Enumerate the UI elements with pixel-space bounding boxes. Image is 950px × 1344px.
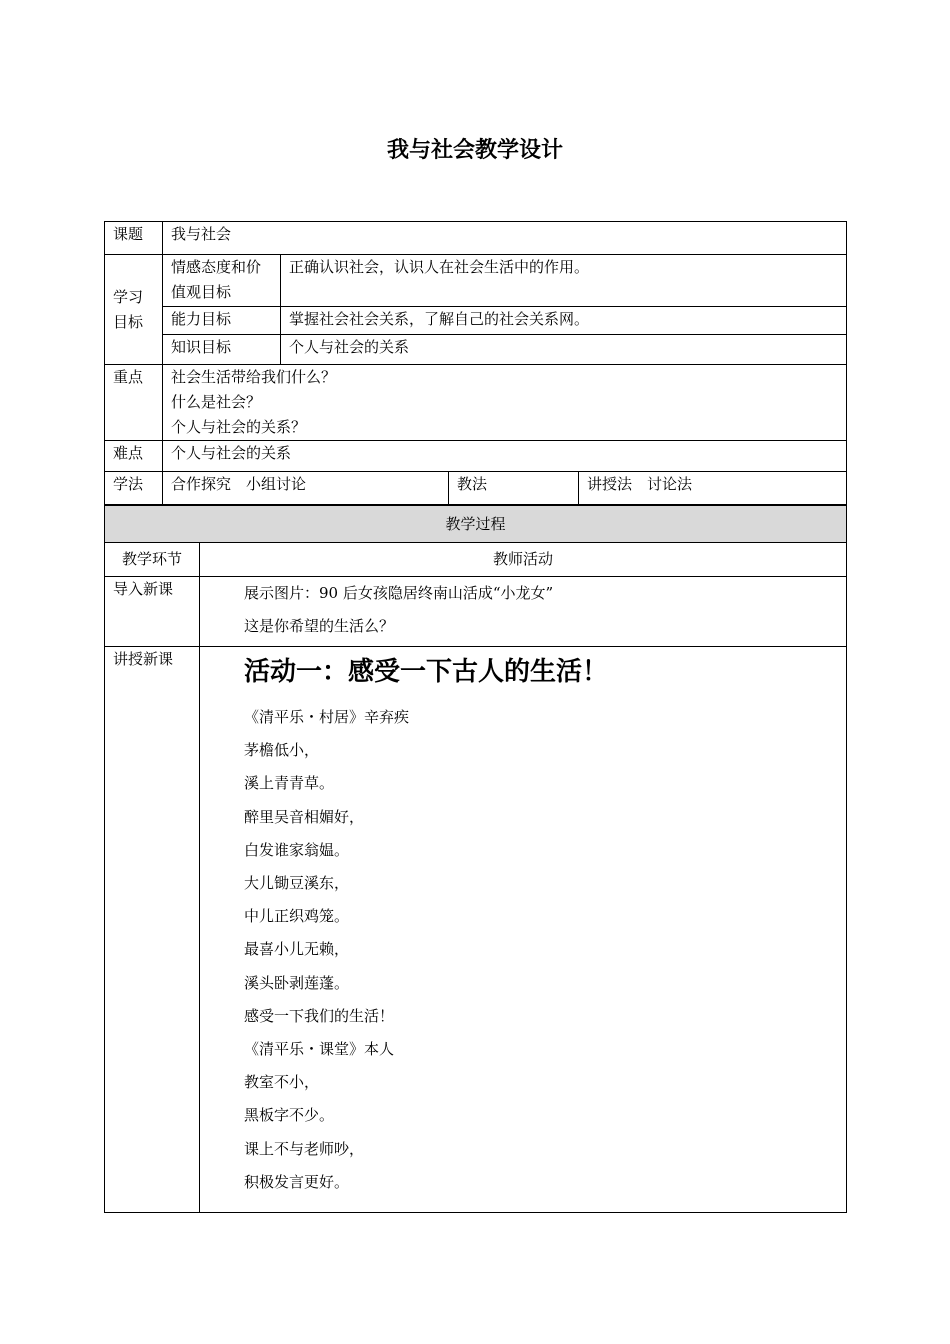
poem-line: 课上不与老师吵， bbox=[244, 1139, 365, 1158]
poem-line: 溪上青青草。 bbox=[244, 774, 335, 793]
difficulty-value: 个人与社会的关系 bbox=[163, 441, 847, 472]
poem-line: 《清平乐・村居》辛弃疾 bbox=[244, 708, 410, 726]
stage-column-header: 教学环节 bbox=[105, 543, 200, 577]
learn-method-value: 合作探究 小组讨论 bbox=[163, 472, 449, 505]
poem-line: 醉里吴音相媚好， bbox=[244, 807, 365, 826]
emotion-goal-value: 正确认识社会，认识人在社会生活中的作用。 bbox=[281, 255, 847, 307]
poem-line: 茅檐低小， bbox=[244, 741, 320, 760]
ability-goal-value: 掌握社会社会关系，了解自己的社会关系网。 bbox=[281, 307, 847, 335]
poem-line: 教室不小， bbox=[244, 1073, 320, 1092]
poem-line: 大儿锄豆溪东， bbox=[244, 874, 350, 893]
poem-line: 溪头卧剥莲蓬。 bbox=[244, 973, 350, 992]
document-title: 我与社会教学设计 bbox=[386, 138, 563, 163]
poem-line: 感受一下我们的生活！ bbox=[244, 1006, 395, 1025]
teach-row bbox=[105, 647, 847, 1213]
ability-goal-label: 能力目标 bbox=[163, 307, 281, 335]
emotion-goal-row bbox=[105, 255, 847, 307]
intro-stage: 导入新课 bbox=[105, 577, 200, 647]
key-point-line: 社会生活带给我们什么？ bbox=[171, 368, 337, 386]
poem-line: 中儿正织鸡笼。 bbox=[244, 907, 350, 926]
intro-activity bbox=[200, 577, 847, 647]
learn-method-label: 学法 bbox=[105, 472, 163, 505]
difficulty-label: 难点 bbox=[105, 441, 163, 472]
goals-label: 学习 目标 bbox=[105, 255, 163, 365]
difficulty-row bbox=[105, 441, 847, 472]
activity-heading: 活动一：感受一下古人的生活！ bbox=[244, 657, 609, 687]
poem-line: 最喜小儿无赖， bbox=[244, 940, 350, 959]
topic-row bbox=[105, 222, 847, 255]
teach-activity bbox=[200, 647, 847, 1213]
topic-label: 课题 bbox=[105, 222, 163, 255]
methods-row bbox=[105, 472, 847, 505]
key-point-line: 什么是社会？ bbox=[171, 393, 262, 411]
key-points-label: 重点 bbox=[105, 365, 163, 441]
intro-line: 这是你希望的生活么？ bbox=[244, 617, 395, 636]
poem-line: 积极发言更好。 bbox=[244, 1172, 350, 1191]
key-points-row bbox=[105, 365, 847, 441]
lesson-info-table bbox=[104, 221, 847, 505]
intro-line: 展示图片：90 后女孩隐居终南山活成“小龙女” bbox=[244, 584, 554, 602]
intro-row bbox=[105, 577, 847, 647]
ability-goal-row bbox=[105, 307, 847, 335]
poem-line: 白发谁家翁媪。 bbox=[244, 840, 350, 859]
knowledge-goal-value: 个人与社会的关系 bbox=[281, 335, 847, 365]
teach-method-label: 教法 bbox=[449, 472, 579, 505]
key-point-line: 个人与社会的关系？ bbox=[171, 418, 307, 436]
process-header: 教学过程 bbox=[105, 506, 847, 543]
poem-line: 《清平乐・课堂》本人 bbox=[244, 1040, 395, 1059]
knowledge-goal-label: 知识目标 bbox=[163, 335, 281, 365]
process-header-row bbox=[105, 506, 847, 543]
process-columns-row bbox=[105, 543, 847, 577]
poem-line: 黑板字不少。 bbox=[244, 1106, 335, 1125]
emotion-goal-label: 情感态度和价 值观目标 bbox=[163, 255, 281, 307]
knowledge-goal-row bbox=[105, 335, 847, 365]
teach-stage: 讲授新课 bbox=[105, 647, 200, 1213]
key-points-value bbox=[163, 365, 847, 441]
activity-column-header: 教师活动 bbox=[200, 543, 847, 577]
teach-method-value: 讲授法 讨论法 bbox=[579, 472, 847, 505]
teaching-process-table bbox=[104, 505, 847, 1213]
topic-value: 我与社会 bbox=[163, 222, 847, 255]
